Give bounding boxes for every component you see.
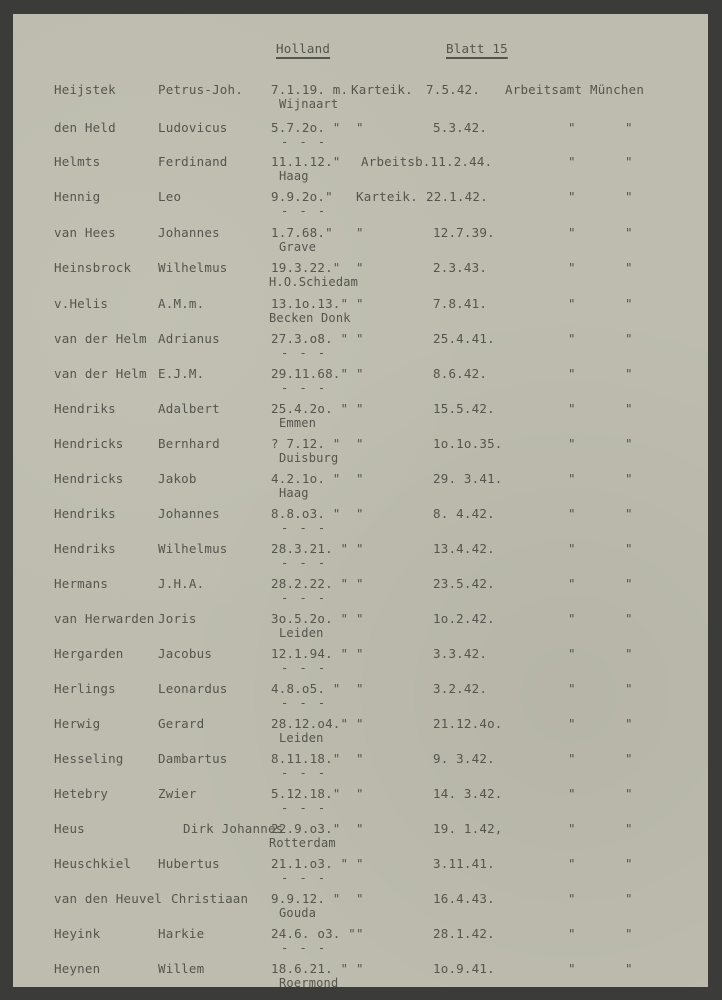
cell-date: 5.12.18." — [271, 786, 341, 801]
cell-src: " — [356, 401, 364, 416]
cell-rdate: 19. 1.42, — [433, 821, 503, 836]
cell-src: " — [356, 576, 364, 591]
cell-q2: " — [625, 961, 633, 976]
cell-q1: " — [568, 961, 576, 976]
cell-date: 1.7.68." — [271, 225, 333, 240]
cell-birthplace: Duisburg — [279, 451, 339, 465]
cell-q1: " — [568, 506, 576, 521]
cell-surname: Herlings — [54, 681, 116, 696]
ditto-dashes: - - - — [281, 381, 328, 395]
cell-q2: " — [625, 681, 633, 696]
cell-date: 28.12.o4." — [271, 716, 349, 731]
ditto-dashes: - - - — [281, 346, 328, 360]
cell-src: " — [356, 471, 364, 486]
cell-q2: " — [625, 506, 633, 521]
cell-rdate: 13.4.42. — [433, 541, 495, 556]
cell-rdate: 15.5.42. — [433, 401, 495, 416]
cell-q2: " — [625, 576, 633, 591]
cell-q1: " — [568, 471, 576, 486]
cell-surname: Hendriks — [54, 401, 116, 416]
cell-given: Petrus-Joh. — [158, 82, 243, 97]
cell-given: Harkie — [158, 926, 205, 941]
cell-src: " — [356, 296, 364, 311]
cell-given: Leonardus — [158, 681, 228, 696]
ditto-dashes: - - - — [281, 941, 328, 955]
cell-birthplace: Roermond — [279, 976, 339, 990]
cell-q2: " — [625, 821, 633, 836]
cell-given: Gerard — [158, 716, 205, 731]
cell-given: Adalbert — [158, 401, 220, 416]
cell-date: 8.11.18." — [271, 751, 341, 766]
cell-surname: Hetebry — [54, 786, 109, 801]
cell-rdate: 9. 3.42. — [433, 751, 495, 766]
cell-src: " — [356, 331, 364, 346]
cell-q1: " — [568, 611, 576, 626]
cell-date: 8.8.o3. " — [271, 506, 341, 521]
cell-q2: " — [625, 366, 633, 381]
cell-q1: " — [568, 120, 576, 135]
cell-surname: Heynen — [54, 961, 101, 976]
cell-q1: " — [568, 541, 576, 556]
cell-src: " — [356, 541, 364, 556]
cell-src: Karteik. — [351, 82, 413, 97]
ditto-dashes: - - - — [281, 801, 328, 815]
cell-date: 12.1.94. " — [271, 646, 349, 661]
cell-q1: " — [568, 436, 576, 451]
cell-q1: " — [568, 331, 576, 346]
cell-rdate: 5.3.42. — [433, 120, 488, 135]
cell-date: 13.1o.13." — [271, 296, 349, 311]
cell-given: Wilhelmus — [158, 260, 228, 275]
cell-surname: van den Heuvel — [54, 891, 163, 906]
cell-given: Wilhelmus — [158, 541, 228, 556]
cell-date: 3o.5.2o. " — [271, 611, 349, 626]
cell-rdate: 1o.2.42. — [433, 611, 495, 626]
cell-rdate: 21.12.4o. — [433, 716, 503, 731]
cell-given: Dambartus — [158, 751, 228, 766]
cell-birthplace: Emmen — [279, 416, 317, 430]
cell-date: ? 7.12. " — [271, 436, 341, 451]
cell-date: 5.7.2o. " — [271, 120, 341, 135]
cell-date: 11.1.12." — [271, 154, 341, 169]
cell-q1: " — [568, 225, 576, 240]
cell-rdate: 22.1.42. — [426, 189, 488, 204]
cell-rdate: 14. 3.42. — [433, 786, 503, 801]
cell-surname: Hermans — [54, 576, 109, 591]
cell-rdate: 23.5.42. — [433, 576, 495, 591]
cell-given: Jacobus — [158, 646, 213, 661]
cell-birthplace: Leiden — [279, 626, 324, 640]
cell-src: Karteik. — [356, 189, 418, 204]
cell-src: " — [356, 751, 364, 766]
document-page — [13, 14, 708, 990]
cell-q2: " — [625, 401, 633, 416]
cell-src: " — [356, 506, 364, 521]
cell-q2: " — [625, 926, 633, 941]
cell-given: Bernhard — [158, 436, 220, 451]
cell-surname: van Herwarden — [54, 611, 155, 626]
cell-surname: Heyink — [54, 926, 101, 941]
cell-rdate: 16.4.43. — [433, 891, 495, 906]
cell-surname: Hennig — [54, 189, 101, 204]
cell-birthplace: H.O.Schiedam — [269, 275, 359, 289]
cell-src: " — [356, 926, 364, 941]
cell-given: Ferdinand — [158, 154, 228, 169]
cell-surname: v.Helis — [54, 296, 109, 311]
cell-src: " — [356, 961, 364, 976]
cell-q1: " — [568, 296, 576, 311]
cell-rdate: 3.2.42. — [433, 681, 488, 696]
cell-birthplace: Wijnaart — [279, 97, 339, 111]
cell-src: " — [356, 681, 364, 696]
cell-q1: " — [568, 891, 576, 906]
cell-q2: " — [625, 541, 633, 556]
cell-office: Arbeitsamt München — [505, 82, 645, 97]
cell-birthplace: Becken Donk — [269, 311, 351, 325]
ditto-dashes: - - - — [281, 135, 328, 149]
cell-rdate: 25.4.41. — [433, 331, 495, 346]
cell-src: " — [356, 366, 364, 381]
cell-given: Leo — [158, 189, 182, 204]
cell-date: 4.2.1o. " — [271, 471, 341, 486]
cell-surname: Hendricks — [54, 436, 124, 451]
cell-src: " — [356, 716, 364, 731]
cell-q2: " — [625, 611, 633, 626]
cell-src: " — [356, 891, 364, 906]
cell-given: Christiaan — [171, 891, 249, 906]
cell-given: Johannes — [158, 506, 220, 521]
cell-date: 29.11.68." — [271, 366, 349, 381]
cell-q2: " — [625, 856, 633, 871]
header-sheet: Blatt 15 — [446, 41, 508, 56]
cell-surname: Hendricks — [54, 471, 124, 486]
cell-q1: " — [568, 926, 576, 941]
ditto-dashes: - - - — [281, 591, 328, 605]
cell-surname: Heinsbrock — [54, 260, 132, 275]
cell-date: 9.9.12. " — [271, 891, 341, 906]
cell-birthplace: Haag — [279, 486, 309, 500]
cell-date: 7.1.19. m. — [271, 82, 349, 97]
cell-rdate: 29. 3.41. — [433, 471, 503, 486]
cell-q1: " — [568, 366, 576, 381]
cell-q1: " — [568, 646, 576, 661]
cell-q2: " — [625, 646, 633, 661]
cell-surname: den Held — [54, 120, 116, 135]
cell-surname: Hendriks — [54, 506, 116, 521]
cell-given: E.J.M. — [158, 366, 205, 381]
cell-birthplace: Leiden — [279, 731, 324, 745]
cell-q1: " — [568, 751, 576, 766]
cell-surname: Hergarden — [54, 646, 124, 661]
cell-date: 28.3.21. " — [271, 541, 349, 556]
cell-src: " — [356, 436, 364, 451]
cell-rdate: 1o.9.41. — [433, 961, 495, 976]
cell-q1: " — [568, 856, 576, 871]
cell-given: Willem — [158, 961, 205, 976]
cell-q2: " — [625, 471, 633, 486]
cell-given: Zwier — [158, 786, 197, 801]
ditto-dashes: - - - — [281, 661, 328, 675]
cell-q1: " — [568, 681, 576, 696]
cell-rdate: 12.7.39. — [433, 225, 495, 240]
cell-src: " — [356, 786, 364, 801]
cell-q2: " — [625, 751, 633, 766]
cell-q2: " — [625, 786, 633, 801]
ditto-dashes: - - - — [281, 871, 328, 885]
cell-birthplace: Gouda — [279, 906, 317, 920]
cell-src: " — [356, 120, 364, 135]
cell-q2: " — [625, 716, 633, 731]
cell-date: 9.9.2o." — [271, 189, 333, 204]
cell-birthplace: Haag — [279, 169, 309, 183]
cell-q2: " — [625, 436, 633, 451]
cell-rdate: 7.8.41. — [433, 296, 488, 311]
cell-q2: " — [625, 120, 633, 135]
ditto-dashes: - - - — [281, 696, 328, 710]
cell-q1: " — [568, 821, 576, 836]
ditto-dashes: - - - — [281, 556, 328, 570]
cell-src: " — [356, 856, 364, 871]
cell-surname: van der Helm — [54, 331, 147, 346]
cell-surname: Heuschkiel — [54, 856, 132, 871]
cell-given: A.M.m. — [158, 296, 205, 311]
cell-q1: " — [568, 786, 576, 801]
cell-birthplace: Grave — [279, 240, 317, 254]
cell-q1: " — [568, 576, 576, 591]
cell-q2: " — [625, 225, 633, 240]
cell-given: J.H.A. — [158, 576, 205, 591]
cell-q2: " — [625, 154, 633, 169]
cell-q2: " — [625, 891, 633, 906]
cell-q2: " — [625, 189, 633, 204]
cell-date: 4.8.o5. " — [271, 681, 341, 696]
cell-given: Jakob — [158, 471, 197, 486]
cell-given: Adrianus — [158, 331, 220, 346]
cell-surname: Helmts — [54, 154, 101, 169]
cell-rdate: 2.3.43. — [433, 260, 488, 275]
cell-surname: Heijstek — [54, 82, 116, 97]
cell-date: 18.6.21. " — [271, 961, 349, 976]
cell-date: 28.2.22. " — [271, 576, 349, 591]
cell-surname: van Hees — [54, 225, 116, 240]
cell-surname: Herwig — [54, 716, 101, 731]
cell-given: Johannes — [158, 225, 220, 240]
cell-rdate: 7.5.42. — [426, 82, 481, 97]
cell-date: 27.3.o8. " — [271, 331, 349, 346]
cell-q1: " — [568, 189, 576, 204]
cell-given: Dirk Johannes — [183, 821, 284, 836]
cell-date: 21.1.o3. " — [271, 856, 349, 871]
cell-rdate: 1o.1o.35. — [433, 436, 503, 451]
cell-date: 24.6. o3. " — [271, 926, 356, 941]
cell-date: 25.4.2o. " — [271, 401, 349, 416]
cell-given: Ludovicus — [158, 120, 228, 135]
cell-src: " — [356, 260, 364, 275]
cell-date: 22.9.o3." — [271, 821, 341, 836]
cell-birthplace: Rotterdam — [269, 836, 336, 850]
ditto-dashes: - - - — [281, 521, 328, 535]
cell-q1: " — [568, 716, 576, 731]
cell-rdate: 8. 4.42. — [433, 506, 495, 521]
header-country: Holland — [276, 41, 331, 56]
cell-q2: " — [625, 296, 633, 311]
cell-rdate: 3.11.41. — [433, 856, 495, 871]
cell-src: Arbeitsb.11.2.44. — [361, 154, 493, 169]
cell-surname: Hendriks — [54, 541, 116, 556]
cell-given: Hubertus — [158, 856, 220, 871]
cell-given: Joris — [158, 611, 197, 626]
cell-rdate: 8.6.42. — [433, 366, 488, 381]
cell-surname: Hesseling — [54, 751, 124, 766]
cell-rdate: 3.3.42. — [433, 646, 488, 661]
cell-rdate: 28.1.42. — [433, 926, 495, 941]
cell-src: " — [356, 646, 364, 661]
cell-q1: " — [568, 401, 576, 416]
cell-q1: " — [568, 260, 576, 275]
cell-src: " — [356, 821, 364, 836]
cell-src: " — [356, 225, 364, 240]
cell-q2: " — [625, 331, 633, 346]
cell-q1: " — [568, 154, 576, 169]
cell-date: 19.3.22." — [271, 260, 341, 275]
cell-q2: " — [625, 260, 633, 275]
ditto-dashes: - - - — [281, 204, 328, 218]
cell-surname: Heus — [54, 821, 85, 836]
cell-src: " — [356, 611, 364, 626]
cell-surname: van der Helm — [54, 366, 147, 381]
ditto-dashes: - - - — [281, 766, 328, 780]
